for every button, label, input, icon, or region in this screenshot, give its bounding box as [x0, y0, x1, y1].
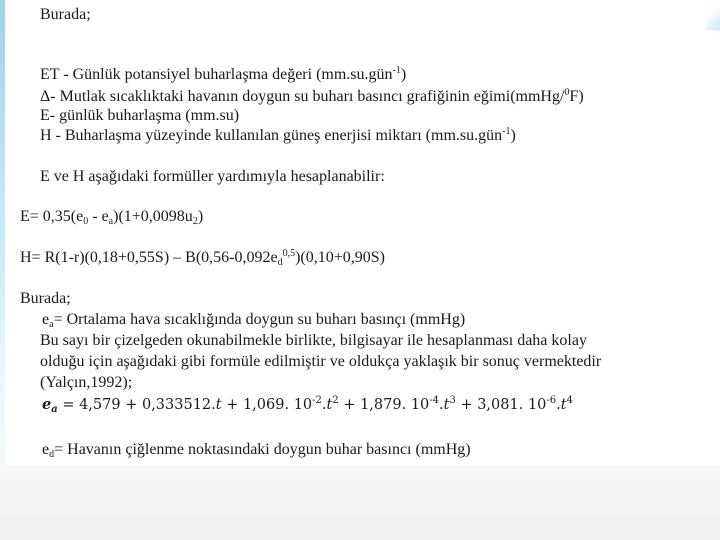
burada-heading: Burada; [20, 290, 71, 307]
ea-formula-var: t [326, 397, 333, 413]
corner-accent [706, 0, 720, 30]
def-ed-text: = Havanın çiğlenme noktasındaki doygun buhar basıncı (mmHg) [54, 441, 471, 458]
def-et [40, 66, 406, 84]
ea-formula-pow: 2 [332, 395, 339, 406]
formula-h-part: H= R(1-r)(0,18+0,55S) – B(0,56-0,092e [20, 249, 278, 266]
formula-e-sub: a [108, 216, 114, 227]
def-delta-sup: 0 [564, 87, 570, 98]
ea-formula-var: t [443, 397, 450, 413]
def-h-close: ) [510, 127, 516, 144]
formula-e-part: )(1+0,0098u [113, 208, 193, 225]
formula-e-sub: 2 [192, 216, 198, 227]
formula-h-part: )(0,10+0,90S) [295, 249, 385, 266]
formula-h-sub: d [277, 257, 283, 268]
def-h-text: H - Buharlaşma yüzeyinde kullanılan güneş enerjisi miktarı (mm.su.gün [40, 127, 503, 144]
def-ea-symbol: e [42, 311, 50, 328]
formula-e-part: - e [88, 208, 109, 225]
bottom-shade [0, 465, 720, 540]
def-ed [42, 441, 471, 459]
ea-formula: $e_a = 4,579 + 0,333512.t + 1,069$. $10^{-2}.t^2 + 1,879$. $10^{-4}.t^3 + 3,081$. $10^{-6}.t^4$ [42, 395, 573, 415]
ea-formula-exp: -2 [312, 395, 322, 406]
def-h-sup: -1 [502, 126, 511, 137]
paragraph-line-1: Bu sayı bir çizelgeden okunabilmekle birlikte, bilgisayar ile hesaplanması daha kolay [40, 332, 587, 349]
formula-e [20, 208, 203, 226]
def-h [40, 127, 516, 145]
ea-formula-lhs-sub: a [51, 404, 58, 415]
ea-formula-var: t [215, 397, 222, 413]
def-ed-symbol: e [42, 441, 50, 458]
paragraph-line-3: (Yalçın,1992); [40, 374, 133, 391]
ea-formula-exp: -4 [429, 395, 440, 406]
left-accent-bar [0, 0, 5, 540]
def-e: E- günlük buharlaşma (mm.su) [40, 107, 240, 124]
formula-h-sup: 0,5 [282, 248, 296, 259]
def-delta-close: F) [569, 88, 584, 105]
def-ea-sub: a [49, 319, 54, 330]
def-ed-sub: d [49, 449, 55, 460]
ea-formula-term: + 3,081. 10 [455, 397, 547, 413]
ea-formula-exp: -6 [546, 395, 557, 406]
ea-formula-term: + 1,069. 10 [221, 397, 313, 413]
def-delta [40, 88, 584, 106]
ea-formula-term: + 1,879. 10 [338, 397, 430, 413]
ea-formula-pow: 3 [449, 395, 456, 406]
def-et-sup: -1 [392, 65, 401, 76]
ea-formula-term: = 4,579 + 0,333512. [57, 397, 216, 413]
formula-h [20, 249, 385, 267]
formula-e-sub: 0 [83, 216, 89, 227]
def-et-close: ) [400, 66, 407, 83]
def-et-text: ET - Günlük potansiyel buharlaşma değeri (mm.su.gün [40, 66, 393, 83]
intro-heading: Burada; [40, 6, 91, 23]
ea-formula-pow: 4 [566, 395, 573, 406]
def-ea [42, 311, 465, 329]
def-delta-text: Δ- Mutlak sıcaklıktaki havanın doygun su buharı basıncı grafiğinin eğimi(mmHg/ [40, 88, 565, 105]
formula-e-part: ) [197, 208, 204, 225]
calc-note: E ve H aşağıdaki formüller yardımıyla hesaplanabilir: [40, 168, 385, 185]
formula-e-part: E= 0,35(e [20, 208, 84, 225]
paragraph-line-2: olduğu için aşağıdaki gibi formüle edilmiştir ve oldukça yaklaşık bir sonuç vermektedir [40, 353, 602, 370]
ea-formula-var: t [560, 397, 567, 413]
def-ea-text: = Ortalama hava sıcaklığında doygun su buharı basınçı (mmHg) [53, 311, 466, 328]
ea-formula-lhs: e [42, 396, 52, 413]
